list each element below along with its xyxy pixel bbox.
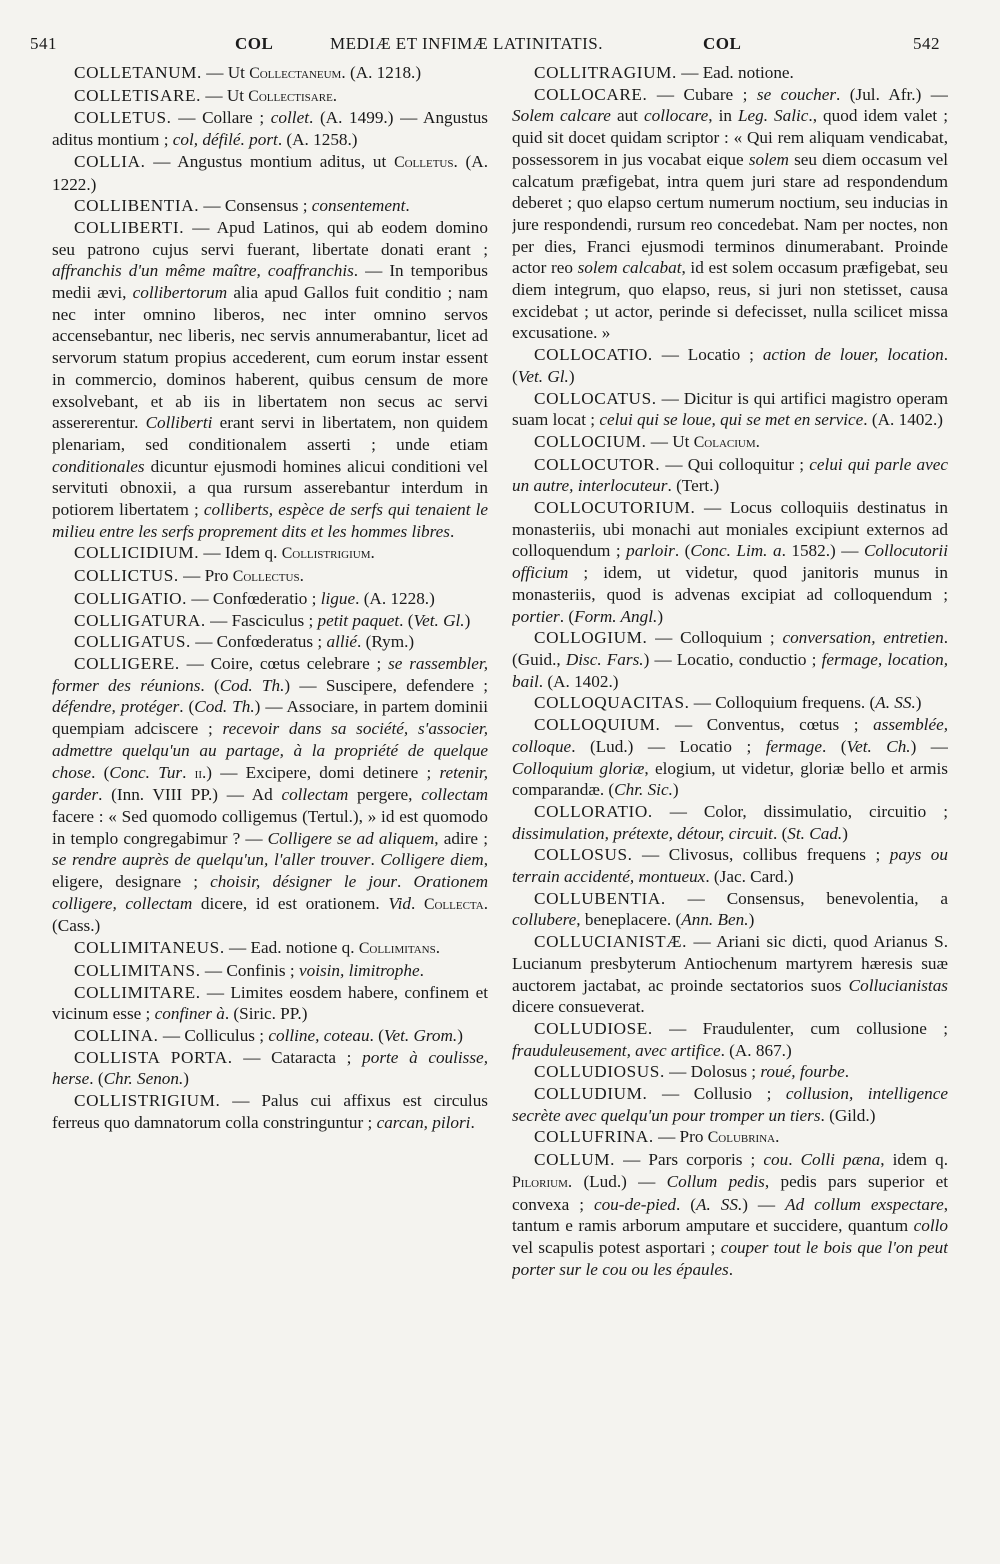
- dictionary-entry: COLLINA. — Colliculus ; colline, coteau. (Vet. Grom.): [74, 1025, 463, 1045]
- dictionary-entry: COLLETISARE. — Ut Collectisare.: [74, 85, 338, 105]
- dictionary-entry: COLLETUS. — Collare ; collet. (A. 1499.) — Angustus aditus montium ; col, défilé. port. (A. 1258.): [52, 108, 488, 150]
- dictionary-entry: COLLISTRIGIUM. — Palus cui affixus est circulus ferreus quo damnatorum colla constringuntur ; carcan, pilori.: [52, 1091, 488, 1132]
- dictionary-entry: COLLOQUIUM. — Conventus, cœtus ; assemblée, colloque. (Lud.) — Locatio ; fermage. (Vet. Ch.) — Colloquium gloriæ, elogium, ut videtur, gloriæ bello et armis comparandæ. (Chr. Sic.): [512, 715, 948, 800]
- dictionary-entry: COLLOSUS. — Clivosus, collibus frequens ; pays ou terrain accidenté, montueux. (Jac. Card.): [512, 845, 948, 887]
- dictionary-entry: COLLOCIUM. — Ut Colacium.: [534, 431, 760, 451]
- dictionary-entry: COLLUFRINA. — Pro Colubrina.: [534, 1127, 780, 1147]
- dictionary-entry: COLLIGATIO. — Confœderatio ; ligue. (A. 1228.): [74, 588, 435, 608]
- dictionary-entry: COLLIMITANS. — Confinis ; voisin, limitrophe.: [74, 960, 424, 980]
- dictionary-entry: COLLIMITARE. — Limites eosdem habere, confinem et vicinum esse ; confiner à. (Siric. PP.): [52, 982, 488, 1024]
- dictionary-entry: COLLISTA PORTA. — Cataracta ; porte à coulisse, herse. (Chr. Senon.): [52, 1047, 488, 1089]
- dictionary-entry: COLLUDIOSE. — Fraudulenter, cum collusione ; frauduleusement, avec artifice. (A. 867.): [512, 1018, 948, 1060]
- dictionary-entry: COLLITRAGIUM. — Ead. notione.: [534, 63, 794, 82]
- page-number-left: 541: [30, 34, 57, 53]
- dictionary-entry: COLLOQUACITAS. — Colloquium frequens. (A. SS.): [534, 693, 922, 713]
- dictionary-entry: COLLUDIUM. — Collusio ; collusion, intelligence secrète avec quelqu'un pour tromper un tiers. (Gild.): [512, 1084, 948, 1125]
- dictionary-entry: COLLIBERTI. — Apud Latinos, qui ab eodem domino seu patrono cujus servi fuerant, libertate donati erant ; affranchis d'un même maître, coaffranchis. — In temporibus medii ævi, collibertorum alia apud Gallos fuit conditio ; nam nec inter omnino liberos, nec inter omnino servos accensebantur, nec liberis, nec servis annumerabantur, licet ad servorum statum propius accederent, cum eorum instar essent in commercio, dominos haberent, quibus censum de more exsolvebant, et ab iis in libertatem non secus ac servi assererentur. Colliberti erant servi in libertatem, non quidem plenariam, sed conditionalem asserti ; unde etiam conditionales dicuntur ejusmodi homines alicui conditioni vel servituti obnoxii, a qua rursum asserebantur interdum in potiorem libertatem ; colliberts, espèce de serfs qui tenaient le milieu entre les serfs proprement dits et les hommes libres.: [52, 217, 488, 541]
- dictionary-entry: COLLICIDIUM. — Idem q. Collistrigium.: [74, 543, 375, 563]
- dictionary-entry: COLLIGATUS. — Confœderatus ; allié. (Rym.): [74, 632, 415, 652]
- dictionary-entry: COLLUCIANISTÆ. — Ariani sic dicti, quod Arianus S. Lucianum presbyterum Antiochenum martyrem hæresis suæ auctorem jactabat, ac proinde sectatorios suos Collucianistas dicere consueverat.: [512, 932, 948, 1017]
- dictionary-entry: COLLOCUTORIUM. — Locus colloquiis destinatus in monasteriis, ubi monachi aut moniales excipiunt externos ad colloquendum ; parloir. (Conc. Lim. a. 1582.) — Collocutorii officium ; idem, ut videtur, quod janitoris munus in monasteriis, quod is advenas excipiat ad colloquendum ; portier. (Form. Angl.): [512, 498, 948, 626]
- dictionary-entry: COLLOCATUS. — Dicitur is qui artifici magistro operam suam locat ; celui qui se loue, qui se met en service. (A. 1402.): [512, 388, 948, 430]
- dictionary-entry: COLLOCARE. — Cubare ; se coucher. (Jul. Afr.) — Solem calcare aut collocare, in Leg. Salic., quod idem valet ; quid sit docet quidam scriptor : « Qui rem aliquam vendicabat, possessorem in jus vocabat eique solem seu diem occasum vel calcatum præfigebat, intra quem juri stare ad respondendum deberet ; quo elapso certum numerum noctium, seu inducias in jure respondendi, rursum reo concedebat. Nam per noctes, non per dies, Franci ejusmodi terminos dinumerabant. Proinde actor reo solem calcabat, id est solem occasum præfigebat, seu diem integrum, quo elapso, reus, si juri non stetisset, causa excidebat ; ut actor, perinde si defecisset, nulla scilicet missa excusatione. »: [512, 84, 948, 343]
- dictionary-entry: COLLORATIO. — Color, dissimulatio, circuitio ; dissimulation, prétexte, détour, circuit. (St. Cad.): [512, 801, 948, 843]
- dictionary-entry: COLLETANUM. — Ut Collectaneum. (A. 1218.): [74, 63, 422, 82]
- dictionary-entry: COLLIA. — Angustus montium aditus, ut Colletus. (A. 1222.): [52, 151, 488, 194]
- header-section-right: COL: [703, 34, 742, 53]
- running-header: [30, 28, 940, 62]
- dictionary-entry: COLLIGERE. — Coire, cœtus celebrare ; se rassembler, former des réunions. (Cod. Th.) — Suscipere, defendere ; défendre, protéger. (Cod. Th.) — Associare, in partem dominii quempiam adciscere ; recevoir dans sa société, s'associer, admettre quelqu'un au partage, à la propriété de quelque chose. (Conc. Tur. ii.) — Excipere, domi detinere ; retenir, garder. (Inn. VIII PP.) — Ad collectam pergere, collectam facere : « Sed quomodo colligemus (Tertul.), » id est quomodo in templo congregabimur ? — Colligere se ad aliquem, adire ; se rendre auprès de quelqu'un, l'aller trouver. Colligere diem, eligere, designare ; choisir, désigner le jour. Orationem colligere, collectam dicere, id est orationem. Vid. Collecta. (Cass.): [52, 653, 488, 936]
- dictionary-entry: COLLUBENTIA. — Consensus, benevolentia, a collubere, beneplacere. (Ann. Ben.): [512, 888, 948, 930]
- dictionary-entry: COLLOCUTOR. — Qui colloquitur ; celui qui parle avec un autre, interlocuteur. (Tert.): [512, 454, 948, 496]
- dictionary-entry: COLLIBENTIA. — Consensus ; consentement.: [74, 196, 410, 216]
- dictionary-entry: COLLUM. — Pars corporis ; cou. Colli pæna, idem q. Pilorium. (Lud.) — Collum pedis, pedis pars superior et convexa ; cou-de-pied. (A. SS.) — Ad collum exspectare, tantum e ramis arborum amputare et succidere, quantum collo vel scapulis potest asportari ; couper tout le bois que l'on peut porter sur le cou ou les épaules.: [512, 1150, 948, 1279]
- left-column: [52, 62, 488, 1494]
- dictionary-entry: COLLIMITANEUS. — Ead. notione q. Collimitans.: [74, 938, 441, 958]
- dictionary-entry: COLLUDIOSUS. — Dolosus ; roué, fourbe.: [534, 1062, 850, 1082]
- dictionary-entry: COLLOGIUM. — Colloquium ; conversation, entretien. (Guid., Disc. Fars.) — Locatio, conductio ; fermage, location, bail. (A. 1402.): [512, 628, 948, 691]
- header-section-left: COL: [235, 34, 274, 53]
- dictionary-entry: COLLICTUS. — Pro Collectus.: [74, 566, 304, 586]
- right-column: [512, 62, 948, 1494]
- dictionary-entry: COLLOCATIO. — Locatio ; action de louer, location. (Vet. Gl.): [512, 345, 948, 386]
- header-title: MEDIÆ ET INFIMÆ LATINITATIS.: [330, 34, 603, 53]
- page-number-right: 542: [913, 34, 940, 53]
- dictionary-entry: COLLIGATURA. — Fasciculus ; petit paquet. (Vet. Gl.): [74, 610, 471, 630]
